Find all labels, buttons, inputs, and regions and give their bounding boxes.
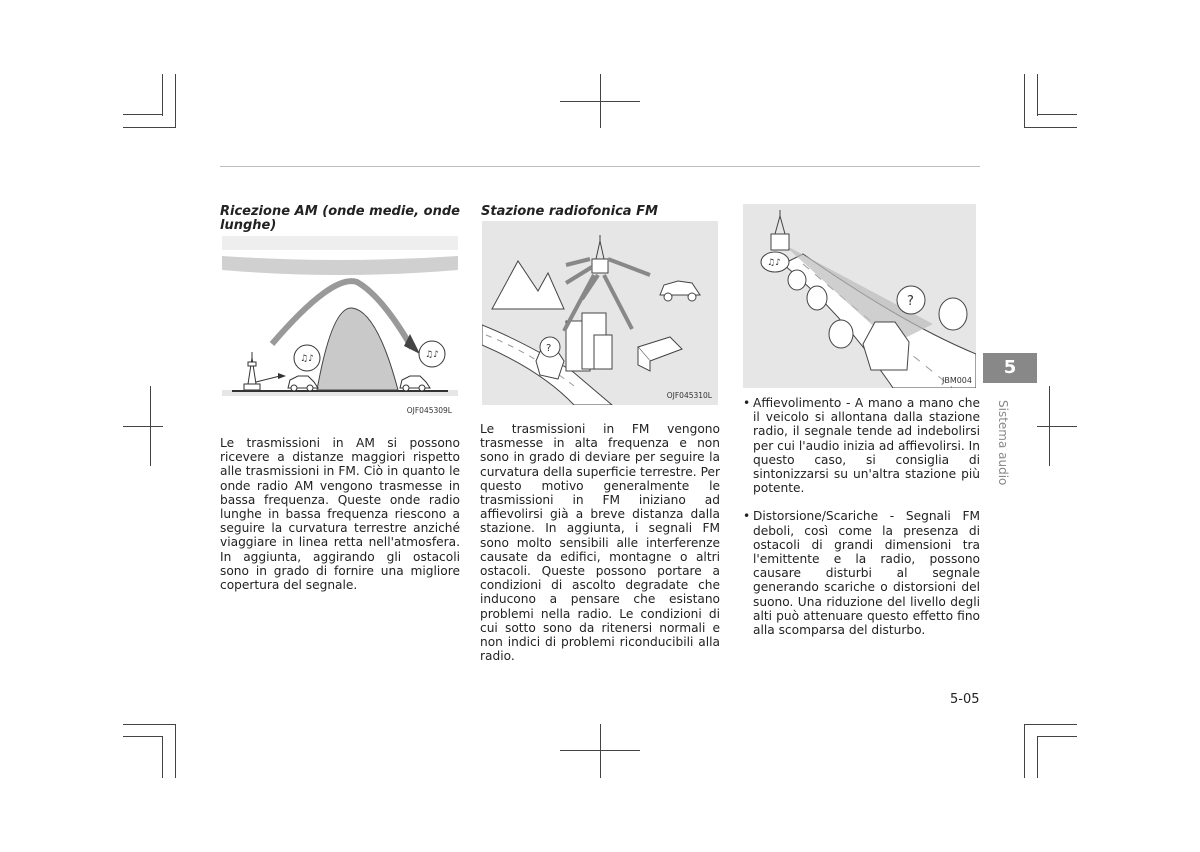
am-paragraph: Le trasmissioni in AM si possono ricevere a distanze maggiori rispetto alle trasmissioni in FM. Ciò in quanto le onde radio AM vengono trasmesse in bassa frequenza. Queste onde radio lunghe in bassa frequenza riescono a seguire la curvatura terrestre anziché viaggiare in linea retta nell'atmosfera. In aggiunta, aggirando gli ostacoli sono in grado di fornire una migliore copertura del segnale. — [220, 436, 460, 593]
crop-mark — [560, 101, 640, 102]
svg-text:♫♪: ♫♪ — [425, 350, 439, 360]
crop-mark — [1024, 127, 1077, 128]
fm-station-illustration — [482, 221, 718, 405]
svg-text:♫♪: ♫♪ — [767, 258, 781, 268]
crop-mark — [1037, 736, 1077, 737]
header-rule — [220, 166, 980, 167]
svg-text:?: ? — [907, 294, 914, 309]
crop-mark — [175, 74, 176, 128]
crop-mark — [175, 724, 176, 778]
section-label: Sistema audio — [996, 400, 1010, 486]
figure-code: JBM004 — [941, 376, 972, 385]
svg-text:♫♪: ♫♪ — [300, 354, 314, 364]
chapter-tab: 5 — [983, 353, 1037, 383]
page-number: 5-05 — [950, 692, 980, 707]
am-heading: Ricezione AM (onde medie, onde lunghe) — [220, 204, 460, 233]
crop-mark — [1024, 74, 1025, 128]
fm-heading: Stazione radiofonica FM — [481, 204, 658, 219]
figure-code: OJF045310L — [666, 391, 712, 400]
crop-mark — [123, 114, 163, 115]
crop-mark — [1024, 724, 1025, 778]
crop-mark — [1037, 114, 1077, 115]
list-item: • Distorsione/Scariche - Segnali FM deboli, così come la presenza di ostacoli di grandi dimensioni tra l'emittente e la radio, possono causare disturbi al segnale generando scariche o distorsioni del suono. Una riduzione del livello degli alti può attenuare questo effetto fino alla scomparsa del disturbo. — [743, 509, 980, 638]
list-item: • Affievolimento - A mano a mano che il veicolo si allontana dalla stazione radio, il segnale tende ad indebolirsi per cui l'audio inizia ad affievolirsi. In questo caso, si consiglia di sintonizzarsi su un'altra stazione più potente. — [743, 396, 980, 496]
figure-code: OJF045309L — [406, 406, 452, 415]
am-reception-illustration — [222, 236, 458, 420]
crop-mark — [123, 426, 163, 427]
crop-mark — [1037, 74, 1038, 116]
conditions-list — [743, 396, 980, 651]
crop-mark — [1037, 736, 1038, 778]
crop-mark — [600, 724, 601, 778]
crop-mark — [162, 74, 163, 116]
crop-mark — [123, 724, 176, 725]
fm-fading-illustration — [743, 204, 976, 388]
svg-text:?: ? — [546, 343, 552, 354]
fm-paragraph: Le trasmissioni in FM vengono trasmesse in alta frequenza e non sono in grado di deviare per seguire la curvatura della superficie terrestre. Per questo motivo generalmente le trasmissioni in FM iniziano ad affievolirsi già a breve distanza dalla stazione. In aggiunta, i segnali FM sono molto sensibili alle interferenze causate da edifici, montagne o altri ostacoli. Queste possono portare a condizioni di ascolto degradate che inducono a pensare che esistano problemi nella radio. Le condizioni di cui sotto sono da ritenersi normali e non indici di problemi riconducibili alla radio. — [480, 422, 720, 664]
crop-mark — [123, 736, 163, 737]
crop-mark — [162, 736, 163, 778]
crop-mark — [123, 127, 176, 128]
crop-mark — [1037, 426, 1077, 427]
crop-mark — [560, 750, 640, 751]
crop-mark — [1024, 724, 1077, 725]
